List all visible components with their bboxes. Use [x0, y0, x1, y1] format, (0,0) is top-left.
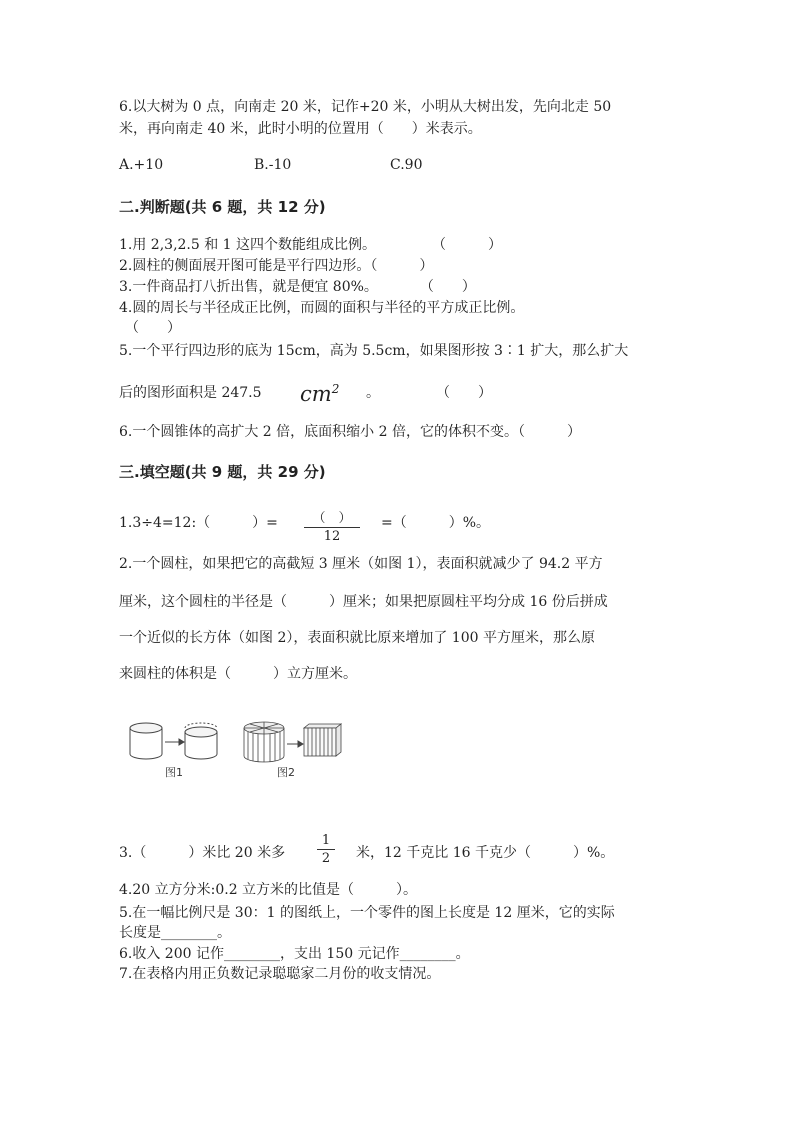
fill-item-7: 7.在表格内用正负数记录聪聪家二月份的收支情况。	[119, 966, 441, 982]
fill-item-6: 6.收入 200 记作________，支出 150 元记作________。	[119, 946, 470, 962]
approx-cuboid-icon	[304, 724, 341, 756]
fill-item-1-right: =（ ）%。	[381, 515, 491, 531]
fill-item-2-line-4: 来圆柱的体积是（ ）立方厘米。	[119, 666, 357, 682]
question-6-line-2: 米，再向南走 40 米，此时小明的位置用（ ）米表示。	[119, 121, 482, 137]
section-3-title: 三.填空题(共 9 题，共 29 分)	[119, 463, 326, 481]
fill-item-3-left: 3.（ ）米比 20 米多	[119, 845, 286, 861]
fill-item-3-right: 米，12 千克比 16 千克少（ ）%。	[356, 845, 615, 861]
fill-item-2-line-2: 厘米，这个圆柱的半径是（ ）厘米；如果把原圆柱平均分成 16 份后拼成	[119, 594, 608, 610]
judge-item-1: 1.用 2,3,2.5 和 1 这四个数能组成比例。 （ ）	[119, 237, 503, 253]
cylinder-figure	[127, 720, 345, 782]
judge-item-4-blank: （ ）	[125, 320, 181, 336]
fill-item-5-line-1: 5.在一幅比例尺是 30：1 的图纸上，一个零件的图上长度是 12 厘米，它的实际	[119, 905, 615, 921]
cylinder-shortened-icon	[185, 723, 217, 759]
judge-item-5-blank: 。 （ ）	[366, 385, 492, 401]
judge-item-6: 6.一个圆锥体的高扩大 2 倍，底面积缩小 2 倍，它的体积不变。（ ）	[119, 424, 581, 440]
fraction-denominator: 12	[323, 529, 341, 544]
judge-item-3: 3.一件商品打八折出售，就是便宜 80%。 （ ）	[119, 279, 476, 295]
sliced-cylinder-icon	[244, 722, 284, 762]
fraction-numerator: （ ）	[304, 507, 360, 528]
unit-cm-squared: $cm^2$	[300, 382, 340, 406]
option-b: B.-10	[254, 157, 292, 173]
fill-item-2-line-1: 2.一个圆柱，如果把它的高截短 3 厘米（如图 1），表面积就减少了 94.2 平方	[119, 556, 603, 572]
section-2-title: 二.判断题(共 6 题，共 12 分)	[119, 198, 326, 216]
fraction-numerator: 1	[317, 833, 335, 850]
fraction-one-half	[317, 833, 335, 866]
fill-item-4: 4.20 立方分米:0.2 立方米的比值是（ ）。	[119, 882, 418, 898]
option-a: A.+10	[119, 157, 164, 173]
judge-item-5-line-2: 后的图形面积是 247.5	[119, 385, 262, 401]
cylinder-original-icon	[130, 723, 162, 759]
arrow-icon-2	[287, 741, 303, 747]
fraction-denominator: 2	[321, 851, 331, 866]
judge-item-4: 4.圆的周长与半径成正比例，而圆的面积与半径的平方成正比例。	[119, 300, 525, 316]
arrow-icon-1	[165, 739, 184, 745]
judge-item-5-line-1: 5.一个平行四边形的底为 15cm，高为 5.5cm，如果图形按 3∶1 扩大，那么扩大	[119, 343, 629, 359]
question-6-line-1: 6.以大树为 0 点，向南走 20 米，记作+20 米，小明从大树出发，先向北走 50	[119, 99, 612, 115]
fill-item-1-left: 1.3÷4=12:（ ）=	[119, 515, 278, 531]
figure-1-label: 图1	[165, 766, 183, 779]
fill-item-5-line-2: 长度是________。	[119, 925, 231, 941]
option-c: C.90	[390, 157, 423, 173]
judge-item-2: 2.圆柱的侧面展开图可能是平行四边形。（ ）	[119, 258, 434, 274]
figure-2-label: 图2	[277, 766, 295, 779]
fill-item-2-line-3: 一个近似的长方体（如图 2），表面积就比原来增加了 100 平方厘米，那么原	[119, 630, 595, 646]
fraction-over-12	[304, 507, 360, 544]
